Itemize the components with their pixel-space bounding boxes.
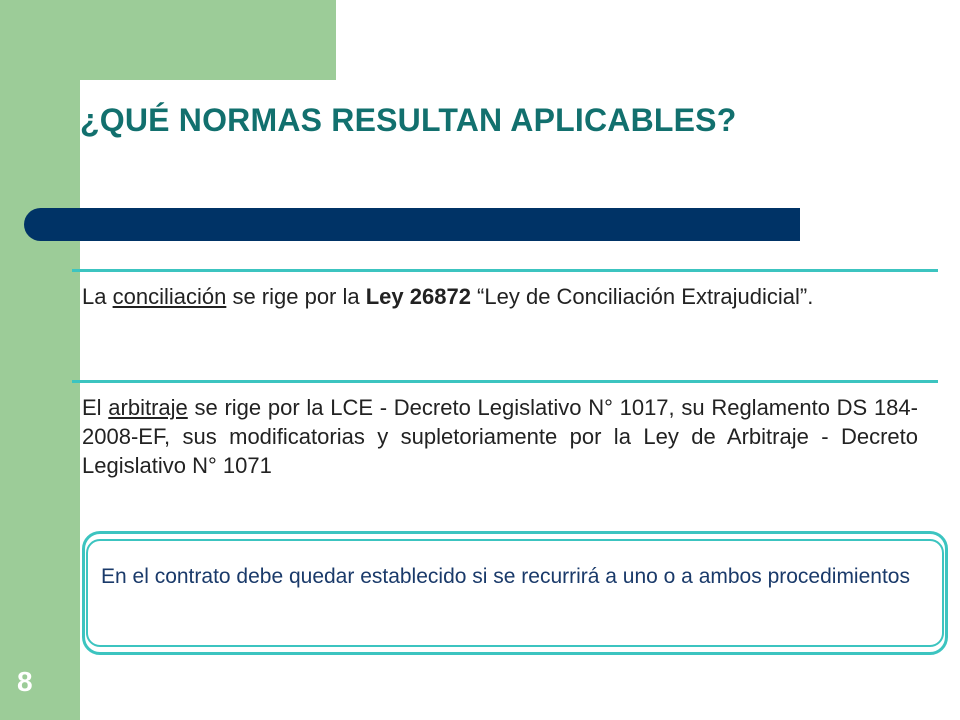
page-number: 8 — [17, 666, 33, 697]
slide-title: ¿QUÉ NORMAS RESULTAN APLICABLES? — [80, 102, 737, 138]
paragraph-arbitraje — [82, 393, 918, 480]
callout-inner-border — [86, 539, 944, 647]
para2-text-1: El — [82, 395, 109, 420]
law-number: Ley 26872 — [365, 284, 471, 309]
paragraph-conciliacion — [82, 282, 882, 311]
callout-text: En el contrato debe quedar establecido si se recurrirá a uno o a ambos procedimientos — [101, 565, 910, 588]
para1-text-3: “Ley de Conciliación Extrajudicial”. — [470, 284, 814, 309]
divider-line-1 — [72, 269, 938, 272]
para1-text-2: se rige por la — [226, 284, 366, 309]
conciliacion-link: conciliación — [112, 284, 227, 309]
arbitraje-link: arbitraje — [108, 395, 188, 420]
sidebar-green-band — [0, 0, 80, 720]
divider-line-2 — [72, 380, 938, 383]
title-underline-bar — [24, 208, 800, 241]
top-green-band — [80, 0, 336, 80]
para1-text-1: La — [82, 284, 113, 309]
para2-text-2: se rige por la LCE - Decreto Legislativo N° 1017, su Reglamento DS 184-2008-EF, sus modificatorias y supletoriamente por la Ley de Arbitraje - Decreto Legislativo N° 1071 — [82, 395, 918, 478]
